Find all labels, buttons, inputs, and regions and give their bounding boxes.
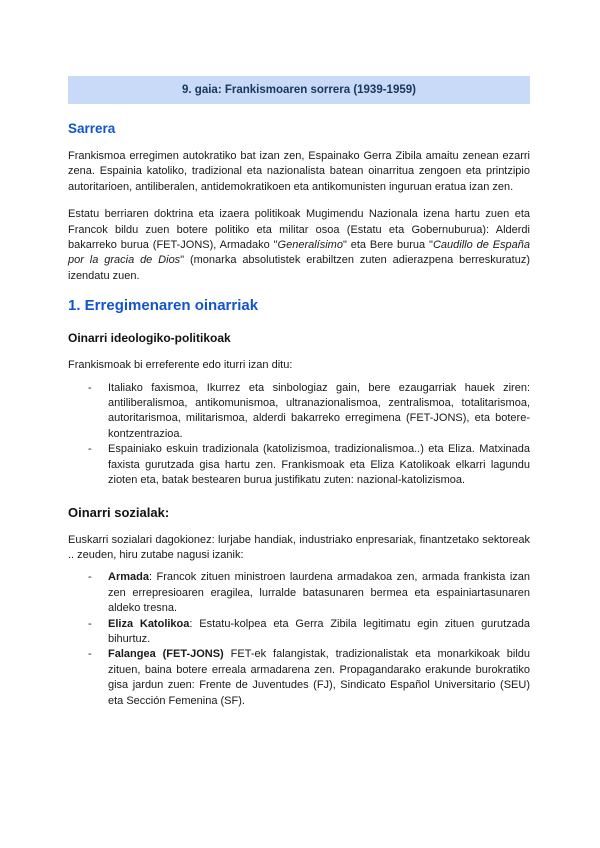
document-title: 9. gaia: Frankismoaren sorrera (1939-1959)	[182, 84, 416, 96]
paragraph-sozialak-intro: Euskarri sozialari dagokionez: lurjabe handiak, industriako enpresariak, finantzetako sektoreak .. zeuden, hiru zutabe nagusi izanik:	[68, 533, 530, 561]
text-run: : Francok zituen ministroen laurdena armadakoa zen, armada frankista izan zen errepresioaren eragilea, lurralde batasunaren bermea eta espainiartasunaren aldeko tresna.	[108, 571, 530, 615]
paragraph-sarrera-1: Frankismoa erregimen autokratiko bat izan zen, Espainako Gerra Zibila amaitu zenean ezarri zena. Espainia katoliko, tradizional eta nazionalista batean oinarritua zengoen eta printzipio autoritarioen, antiliberalen, antidemokratikoen eta antikomunisten inguruan eratua izan zen.	[68, 150, 530, 193]
list-item	[68, 442, 530, 488]
text-run: " eta Bere burua "	[342, 239, 433, 252]
section-heading-erregimenaren-oinarriak: 1. Erregimenaren oinarriak	[68, 297, 259, 315]
list-item-text	[108, 570, 530, 616]
list-item-text	[108, 381, 530, 443]
bullet-dash: -	[88, 648, 92, 661]
text-run: Estatu berriaren doktrina eta izaera politikoak Mugimendu Nazionala izena hartu zuen eta Francok bildu zuen botere politiko eta militar osoa (Estatu eta Gobernuburua): Alderdi bakarreko burua (FET-JONS), Armadako "	[68, 208, 530, 252]
bullet-dash: -	[88, 617, 92, 630]
text-run: Espainiako eskuin tradizionala (katolizismoa, tradizionalismoa..) eta Eliza. Matxinada faxista gurutzada gisa hartu zen. Frankismoak eta Eliza Katolikoak elkarri lagundu zioten eta, batak bestearen burua justifikatu zuten: nazional-katolizismoa.	[108, 443, 530, 487]
list-sozialak	[68, 570, 530, 709]
bullet-dash: -	[88, 443, 92, 456]
text-run: " (monarka absolutistek erabiltzen zuten adierazpena berreskuratuz) izendatu zuen.	[68, 254, 530, 282]
list-ideologiko	[68, 381, 530, 489]
document-title-bar	[68, 76, 530, 104]
text-run: Italiako faxismoa, Ikurrez eta sinbologiaz gain, bere ezaugarriak hauek ziren: antiliberalismoa, antikomunismoa, ultranazionalismoa, zentralismoa, totalitarismoa, autoritarismoa, militarismoa, alderdi bakarreko erregimena (FET-JONS), eta botere-kontzentrazioa.	[108, 381, 530, 440]
paragraph-ideologiko-intro: Frankismoak bi erreferente edo iturri izan ditu:	[68, 359, 293, 372]
list-item	[68, 381, 530, 443]
text-run: Eliza Katolikoa	[108, 617, 190, 630]
bullet-dash: -	[88, 381, 92, 394]
list-item-text	[108, 617, 530, 648]
section-heading-sarrera: Sarrera	[68, 121, 116, 136]
text-run: Generalísimo	[277, 239, 343, 252]
list-item	[68, 617, 530, 648]
list-item	[68, 647, 530, 709]
text-run: Caudillo de España por la gracia de Dios	[68, 239, 530, 267]
text-run: Armada	[108, 571, 149, 584]
subheading-oinarri-sozialak: Oinarri sozialak:	[68, 504, 170, 520]
list-item	[68, 570, 530, 616]
text-run: Falangea (FET-JONS)	[108, 648, 224, 661]
paragraph-sarrera-2	[68, 207, 530, 284]
text-run: : Estatu-kolpea eta Gerra Zibila legitimatu egin zituen gurutzada bihurtuz.	[108, 617, 530, 645]
list-item-text	[108, 647, 530, 709]
subheading-oinarri-ideologiko-politikoak: Oinarri ideologiko-politikoak	[68, 331, 231, 346]
list-item-text	[108, 442, 530, 488]
bullet-dash: -	[88, 571, 92, 584]
text-run: FET-ek falangistak, tradizionalistak eta monarkikoak bildu zituen, baina botere erreala armadarena zen. Propagandarako erakunde burokratiko gisa jardun zuen: Frente de Juventudes (FJ), Sindicato Español Universitario (SEU) eta Sección Femenina (SF).	[108, 648, 531, 707]
